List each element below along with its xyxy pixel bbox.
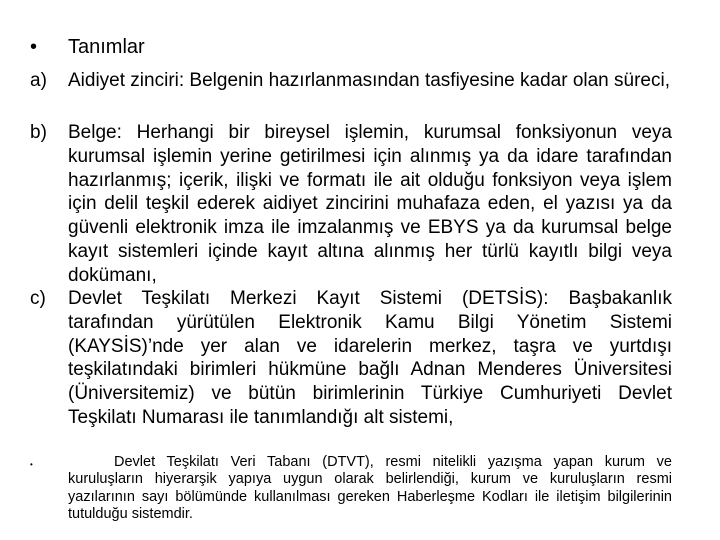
item-marker: a) (30, 70, 47, 91)
section-heading (30, 36, 145, 59)
item-text: Belge: Herhangi bir bireysel işlemin, kurumsal fonksiyonun veya kurumsal işlemin yerine getirilmesi için alınmış ya da idare tarafından hazırlanmış; içerik, ilişki ve formatı ile ait olduğu fonksiyon veya işlem için delil teşkil ederek aidiyet zincirini muhafaza eden, el yazısı ya da güvenli elektronik imza ile imzalanmış ve EBYS ya da kurumsal belge kayıt sistemleri içinde kayıt altına alınmış her türlü kayıtlı bilgi veya dokümanı, (68, 122, 672, 286)
heading-bullet: • (30, 36, 38, 58)
item-text: Aidiyet zinciri: Belgenin hazırlanmasından tasfiyesine kadar olan süreci, (68, 70, 670, 91)
note-bullet: • (30, 460, 33, 469)
definition-item-a (30, 69, 672, 93)
item-marker: c) (30, 288, 46, 309)
note-text-content: Devlet Teşkilatı Veri Tabanı (DTVT), resmi nitelikli yazışma yapan kurum ve kuruluşların hiyerarşik yapıya uygun olarak belirlendiği, kurum ve kuruluşların resmi yazılarının sayı bölümünde kullanılması gereken Haberleşme Kodları ile iletişim bilgilerinin tutulduğu sistemdir. (68, 454, 672, 523)
dtvt-note (30, 454, 672, 524)
definition-item-b (30, 121, 672, 288)
item-marker: b) (30, 122, 47, 143)
definition-item-c (30, 287, 672, 430)
note-text (30, 454, 672, 524)
item-text: Devlet Teşkilatı Merkezi Kayıt Sistemi (DETSİS): Başbakanlık tarafından yürütülen Elektronik Kamu Bilgi Yönetim Sistemi (KAYSİS)’nde yer alan ve idarelerin merkez, taşra ve yurtdışı teşkilatındaki birimleri hükmüne bağlı Adnan Menderes Üniversitesi (Üniversitemiz) ve bütün birimlerinin Türkiye Cumhuriyeti Devlet Teşkilatı Numarası ile tanımlandığı alt sistemi, (68, 288, 672, 428)
heading-title: Tanımlar (68, 36, 145, 58)
